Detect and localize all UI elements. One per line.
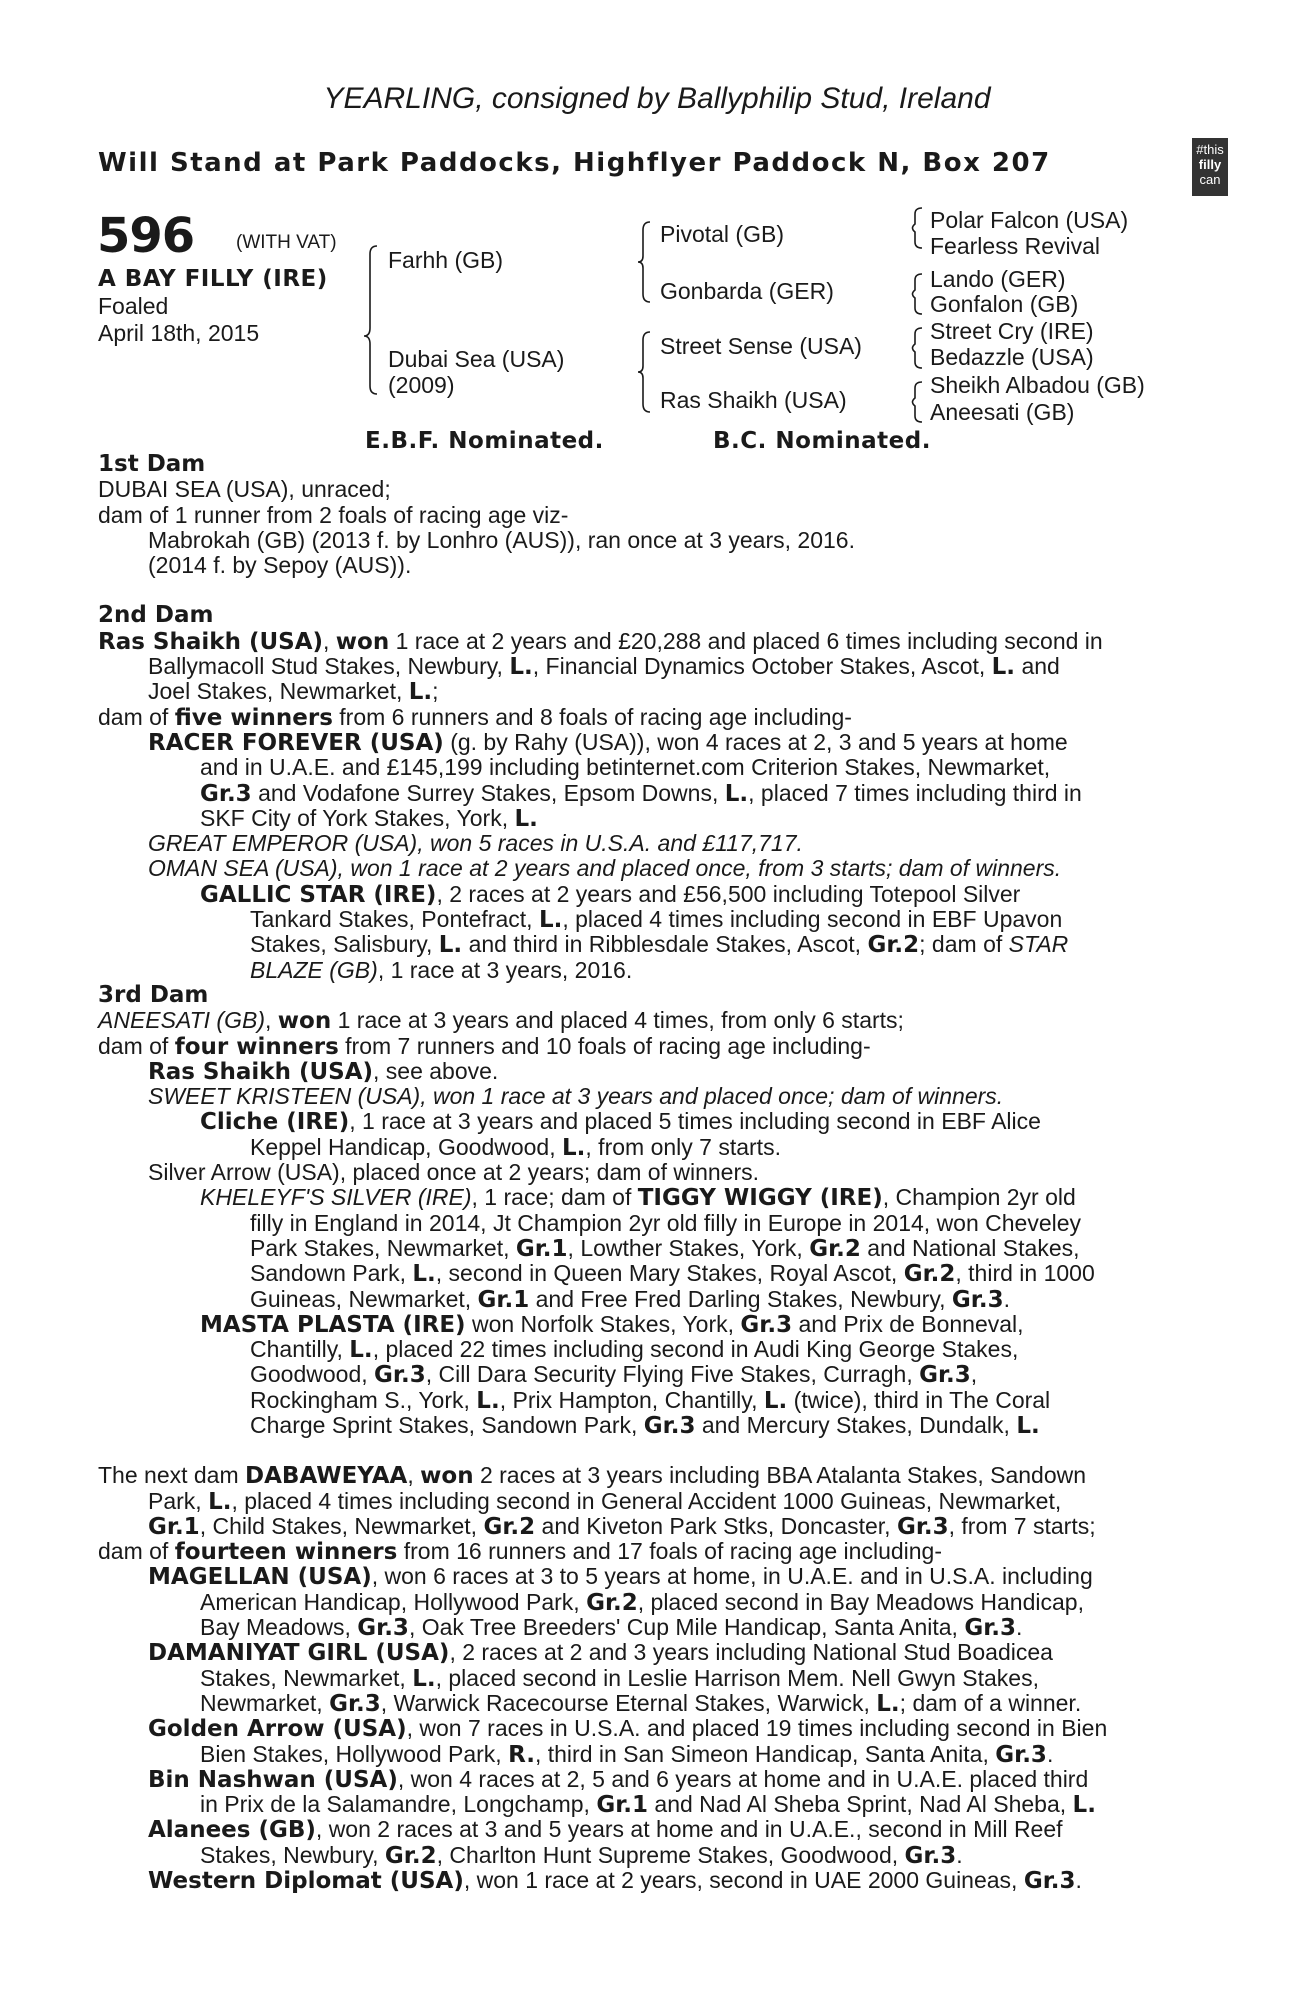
produce-line: OMAN SEA (USA), won 1 race at 2 years and placed once, from 3 starts; dam of winners. — [148, 855, 1062, 882]
ebf-nomination: E.B.F. Nominated. — [365, 428, 604, 454]
pedigree-g3: Street Cry (IRE) — [930, 318, 1094, 344]
pedigree-g3: Gonfalon (GB) — [930, 291, 1079, 317]
produce-line: Ras Shaikh (USA), see above. — [148, 1057, 499, 1085]
second-dam-heading: 2nd Dam — [98, 602, 214, 629]
produce-line: Rockingham S., York, L., Prix Hampton, Chantilly, L. (twice), third in The Coral — [250, 1386, 1051, 1414]
produce-line: Bien Stakes, Hollywood Park, R., third in San Simeon Handicap, Santa Anita, Gr.3. — [200, 1740, 1054, 1768]
foaled-label: Foaled — [98, 293, 169, 319]
third-dam-line: ANEESATI (GB), won 1 race at 3 years and placed 4 times, from only 6 starts; — [98, 1007, 904, 1035]
produce-line: MASTA PLASTA (IRE) won Norfolk Stakes, York, Gr.3 and Prix de Bonneval, — [200, 1310, 1024, 1338]
pedigree-dam-year: (2009) — [388, 372, 455, 398]
pedigree-sire-dam: Gonbarda (GER) — [660, 278, 834, 304]
second-dam-line: dam of five winners from 6 runners and 8 foals of racing age including- — [98, 703, 852, 731]
pedigree-g3: Fearless Revival — [930, 233, 1100, 259]
pedigree-g3: Sheikh Albadou (GB) — [930, 372, 1145, 398]
pedigree-sire-sire: Pivotal (GB) — [660, 221, 784, 247]
second-dam-line: Joel Stakes, Newmarket, L.; — [148, 678, 439, 706]
third-dam-heading: 3rd Dam — [98, 981, 209, 1008]
produce-line: Silver Arrow (USA), placed once at 2 years; dam of winners. — [148, 1159, 760, 1186]
page-title: YEARLING, consigned by Ballyphilip Stud, Ireland — [323, 82, 991, 115]
bc-nomination: B.C. Nominated. — [713, 428, 931, 454]
first-dam-line: Mabrokah (GB) (2013 f. by Lonhro (AUS)), ran once at 3 years, 2016. — [148, 526, 855, 553]
produce-line: SKF City of York Stakes, York, L. — [200, 804, 538, 832]
next-dam-line: Park, L., placed 4 times including second in General Accident 1000 Guineas, Newmarket, — [148, 1487, 1062, 1515]
pedigree-sire: Farhh (GB) — [388, 247, 504, 273]
produce-line: RACER FOREVER (USA) (g. by Rahy (USA)), won 4 races at 2, 3 and 5 years at home — [148, 728, 1068, 756]
stand-location: Will Stand at Park Paddocks, Highflyer Paddock N, Box 207 — [98, 148, 1051, 178]
third-dam-line: dam of four winners from 7 runners and 10 foals of racing age including- — [98, 1032, 871, 1060]
pedigree-g3: Aneesati (GB) — [930, 399, 1075, 425]
produce-line: Alanees (GB), won 2 races at 3 and 5 years at home and in U.A.E., second in Mill Reef — [148, 1816, 1063, 1844]
pedigree-dam-dam: Ras Shaikh (USA) — [660, 387, 847, 413]
produce-line: Goodwood, Gr.3, Cill Dara Security Flying Five Stakes, Curragh, Gr.3, — [250, 1361, 978, 1389]
produce-line: Stakes, Newmarket, L., placed second in Leslie Harrison Mem. Nell Gwyn Stakes, — [200, 1664, 1039, 1692]
produce-line: Bay Meadows, Gr.3, Oak Tree Breeders' Cup Mile Handicap, Santa Anita, Gr.3. — [200, 1614, 1023, 1642]
produce-line: GREAT EMPEROR (USA), won 5 races in U.S.A. and £117,717. — [148, 830, 803, 857]
produce-line: Western Diplomat (USA), won 1 race at 2 years, second in UAE 2000 Guineas, Gr.3. — [148, 1867, 1082, 1895]
next-dam-line: dam of fourteen winners from 16 runners and 17 foals of racing age including- — [98, 1538, 942, 1566]
produce-line: Tankard Stakes, Pontefract, L., placed 4 times including second in EBF Upavon — [250, 906, 1063, 934]
produce-line: Sandown Park, L., second in Queen Mary Stakes, Royal Ascot, Gr.2, third in 1000 — [250, 1260, 1095, 1288]
produce-line: Guineas, Newmarket, Gr.1 and Free Fred Darling Stakes, Newbury, Gr.3. — [250, 1285, 1010, 1313]
second-dam-line: Ras Shaikh (USA), won 1 race at 2 years and £20,288 and placed 6 times including second in — [98, 627, 1103, 655]
lot-number: 596 — [97, 208, 195, 264]
horse-name: A BAY FILLY (IRE) — [98, 266, 328, 292]
produce-line: and in U.A.E. and £145,199 including betinternet.com Criterion Stakes, Newmarket, — [200, 754, 1051, 781]
next-dam-line: The next dam DABAWEYAA, won 2 races at 3 years including BBA Atalanta Stakes, Sandown — [98, 1462, 1087, 1490]
foaled-date: April 18th, 2015 — [98, 320, 260, 346]
produce-line: Cliche (IRE), 1 race at 3 years and placed 5 times including second in EBF Alice — [200, 1108, 1041, 1136]
produce-line: Park Stakes, Newmarket, Gr.1, Lowther Stakes, York, Gr.2 and National Stakes, — [250, 1234, 1080, 1262]
first-dam-heading: 1st Dam — [98, 451, 206, 477]
produce-line: GALLIC STAR (IRE), 2 races at 2 years and £56,500 including Totepool Silver — [200, 880, 1021, 908]
second-dam-line: Ballymacoll Stud Stakes, Newbury, L., Financial Dynamics October Stakes, Ascot, L. and — [148, 653, 1060, 681]
produce-line: Stakes, Newbury, Gr.2, Charlton Hunt Supreme Stakes, Goodwood, Gr.3. — [200, 1841, 963, 1869]
lot-vat: (WITH VAT) — [236, 232, 337, 253]
produce-line: KHELEYF'S SILVER (IRE), 1 race; dam of TIGGY WIGGY (IRE), Champion 2yr old — [200, 1184, 1076, 1212]
badge-line: #this — [1196, 142, 1224, 157]
first-dam-line: DUBAI SEA (USA), unraced; — [98, 476, 391, 503]
produce-line: filly in England in 2014, Jt Champion 2yr old filly in Europe in 2014, won Cheveley — [250, 1209, 1082, 1236]
produce-line: BLAZE (GB), 1 race at 3 years, 2016. — [250, 956, 633, 983]
pedigree-dam: Dubai Sea (USA) — [388, 346, 565, 372]
next-dam-line: Gr.1, Child Stakes, Newmarket, Gr.2 and Kiveton Park Stks, Doncaster, Gr.3, from 7 starts; — [148, 1512, 1096, 1540]
produce-line: Gr.3 and Vodafone Surrey Stakes, Epsom Downs, L., placed 7 times including third in — [200, 779, 1082, 807]
produce-line: Golden Arrow (USA), won 7 races in U.S.A. and placed 19 times including second in Bien — [148, 1715, 1108, 1743]
produce-line: DAMANIYAT GIRL (USA), 2 races at 2 and 3 years including National Stud Boadicea — [148, 1639, 1053, 1667]
produce-line: Newmarket, Gr.3, Warwick Racecourse Eternal Stakes, Warwick, L.; dam of a winner. — [200, 1689, 1082, 1717]
badge-line: filly — [1198, 157, 1222, 172]
first-dam-line: (2014 f. by Sepoy (AUS)). — [148, 552, 412, 579]
produce-line: MAGELLAN (USA), won 6 races at 3 to 5 years at home, in U.A.E. and in U.S.A. including — [148, 1563, 1093, 1591]
pedigree-g3: Bedazzle (USA) — [930, 344, 1094, 370]
pedigree-dam-sire: Street Sense (USA) — [660, 333, 862, 359]
produce-line: Bin Nashwan (USA), won 4 races at 2, 5 and 6 years at home and in U.A.E. placed third — [148, 1765, 1089, 1793]
produce-line: Keppel Handicap, Goodwood, L., from only 7 starts. — [250, 1133, 781, 1161]
pedigree-g3: Polar Falcon (USA) — [930, 207, 1129, 233]
produce-line: American Handicap, Hollywood Park, Gr.2, placed second in Bay Meadows Handicap, — [200, 1588, 1084, 1616]
produce-line: in Prix de la Salamandre, Longchamp, Gr.1 and Nad Al Sheba Sprint, Nad Al Sheba, L. — [200, 1791, 1096, 1819]
catalogue-body — [98, 452, 1208, 1893]
pedigree-g3: Lando (GER) — [930, 266, 1066, 292]
produce-line: SWEET KRISTEEN (USA), won 1 race at 3 years and placed once; dam of winners. — [148, 1083, 1004, 1110]
produce-line: Chantilly, L., placed 22 times including second in Audi King George Stakes, — [250, 1336, 1019, 1364]
first-dam-line: dam of 1 runner from 2 foals of racing age viz- — [98, 501, 569, 528]
badge-line: can — [1199, 172, 1221, 187]
produce-line: Charge Sprint Stakes, Sandown Park, Gr.3 and Mercury Stakes, Dundalk, L. — [250, 1411, 1040, 1439]
produce-line: Stakes, Salisbury, L. and third in Ribblesdale Stakes, Ascot, Gr.2; dam of STAR — [250, 931, 1069, 959]
